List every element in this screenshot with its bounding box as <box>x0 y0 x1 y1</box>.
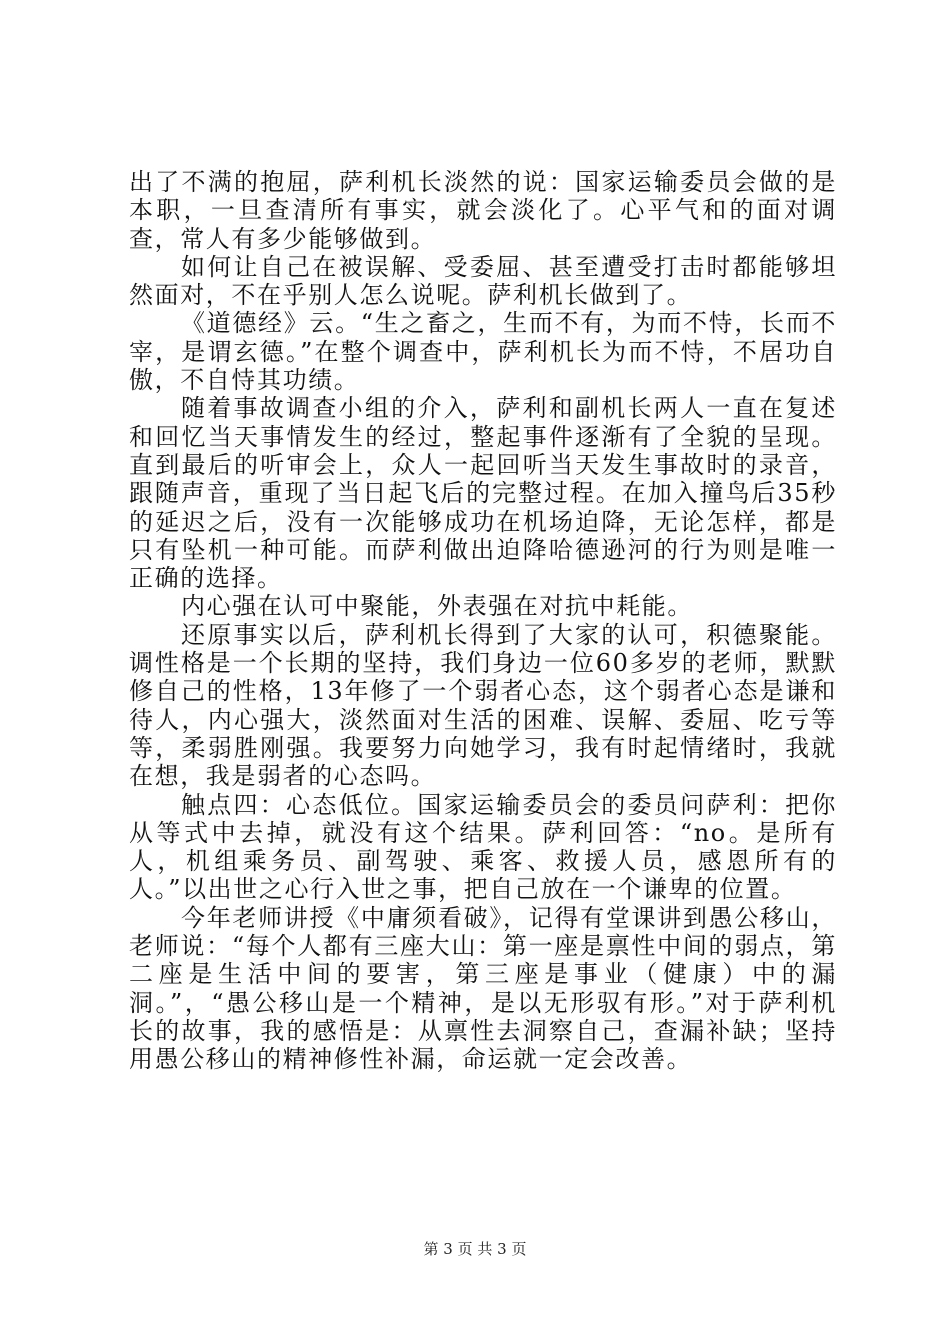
paragraph-6: 还原事实以后，萨利机长得到了大家的认可，积德聚能。调性格是一个长期的坚持，我们身边一位60多岁的老师，默默修自己的性格，13年修了一个弱者心态，这个弱者心态是谦和待人，内心强大，淡然面对生活的困难、误解、委屈、吃亏等等，柔弱胜刚强。我要努力向她学习，我有时起情绪时，我就在想，我是弱者的心态吗。 <box>129 620 837 791</box>
paragraph-8: 今年老师讲授《中庸须看破》，记得有堂课讲到愚公移山，老师说：“每个人都有三座大山：第一座是禀性中间的弱点，第二座是生活中间的要害，第三座是事业（健康）中的漏洞。”，“愚公移山是一个精神，是以无形驭有形。”对于萨利机长的故事，我的感悟是：从禀性去洞察自己，查漏补缺；坚持用愚公移山的精神修性补漏，命运就一定会改善。 <box>129 903 837 1074</box>
paragraph-3: 《道德经》云。“生之畜之，生而不有，为而不恃，长而不宰，是谓玄德。”在整个调查中，萨利机长为而不恃，不居功自傲，不自恃其功绩。 <box>129 309 837 395</box>
page-number-label: 第 3 页 共 3 页 <box>423 1240 527 1258</box>
paragraph-4: 随着事故调查小组的介入，萨利和副机长两人一直在复述和回忆当天事情发生的经过，整起事件逐渐有了全貌的呈现。直到最后的听审会上，众人一起回听当天发生事故时的录音，跟随声音，重现了当日起飞后的完整过程。在加入撞鸟后35秒的延迟之后，没有一次能够成功在机场迫降，无论怎样，都是只有坠机一种可能。而萨利做出迫降哈德逊河的行为则是唯一正确的选择。 <box>129 394 837 593</box>
paragraph-7: 触点四：心态低位。国家运输委员会的委员问萨利：把你从等式中去掉，就没有这个结果。萨利回答：“no。是所有人，机组乘务员、副驾驶、乘客、救援人员，感恩所有的人。”以出世之心行入世之事，把自己放在一个谦卑的位置。 <box>129 790 837 904</box>
paragraph-2: 如何让自己在被误解、受委屈、甚至遭受打击时都能够坦然面对，不在乎别人怎么说呢。萨利机长做到了。 <box>129 252 837 310</box>
page-footer <box>0 1239 950 1259</box>
paragraph-5: 内心强在认可中聚能，外表强在对抗中耗能。 <box>181 592 693 621</box>
paragraph-1: 出了不满的抱屈，萨利机长淡然的说：国家运输委员会做的是本职，一旦查清所有事实，就会淡化了。心平气和的面对调查，常人有多少能够做到。 <box>129 168 837 253</box>
document-body <box>129 168 837 1074</box>
